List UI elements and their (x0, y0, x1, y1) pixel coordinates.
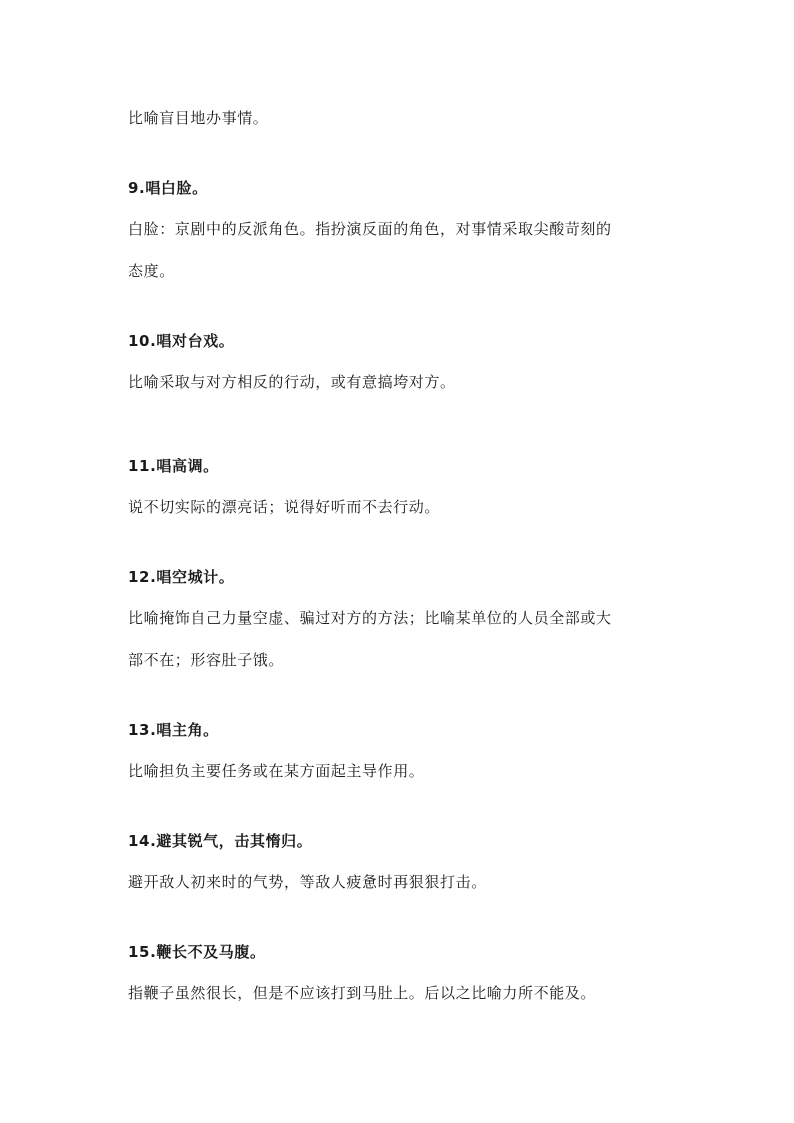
body-text: 比喻担负主要任务或在某方面起主导作用。 (128, 762, 425, 780)
body-text: 指鞭子虽然很长，但是不应该打到马肚上。后以之比喻力所不能及。 (128, 984, 597, 1002)
entry-heading: 9.唱白脸。 (128, 179, 208, 197)
body-text: 比喻采取与对方相反的行动，或有意搞垮对方。 (128, 373, 456, 391)
entry-heading: 13.唱主角。 (128, 721, 219, 739)
body-text: 比喻盲目地办事情。 (128, 109, 269, 127)
body-text: 态度。 (128, 262, 175, 280)
entry-heading: 12.唱空城计。 (128, 568, 235, 586)
entry-heading: 14.避其锐气，击其惰归。 (128, 832, 313, 850)
body-text: 部不在；形容肚子饿。 (128, 651, 285, 669)
body-text: 比喻掩饰自己力量空虚、骗过对方的方法；比喻某单位的人员全部或大 (128, 609, 612, 627)
entry-heading: 15.鞭长不及马腹。 (128, 943, 266, 961)
body-text: 白脸：京剧中的反派角色。指扮演反面的角色，对事情采取尖酸苛刻的 (128, 220, 612, 238)
body-text: 说不切实际的漂亮话；说得好听而不去行动。 (128, 498, 441, 516)
body-text: 避开敌人初来时的气势，等敌人疲惫时再狠狠打击。 (128, 873, 487, 891)
entry-heading: 11.唱高调。 (128, 457, 219, 475)
entry-heading: 10.唱对台戏。 (128, 332, 235, 350)
